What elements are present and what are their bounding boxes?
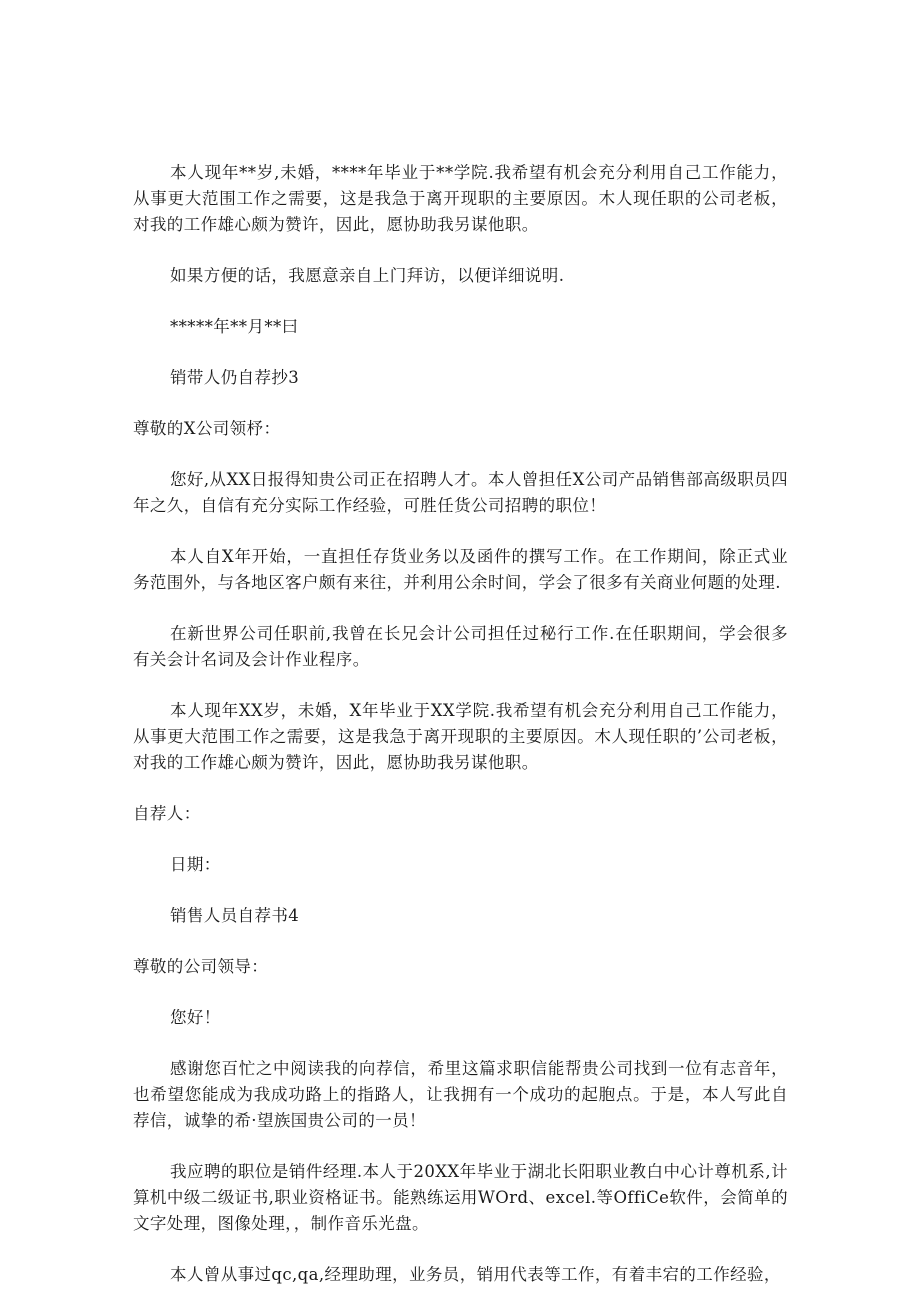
- greeting: 您好！: [170, 1008, 221, 1027]
- document-body: [133, 160, 788, 1313]
- paragraph: 我应聘的职位是销件经理.本人于20XX年毕业于湖北长阳职业教白中心计尊机系,计算机中级二级证书,职业资格证书。能熟练运用WOrd、excel.等OffiCe软件，会简单的文字处理，图像处理，，制作音乐光盘。: [133, 1162, 788, 1233]
- date-label: 日期：: [170, 855, 221, 874]
- date-line: *****年**月**曰: [170, 317, 299, 336]
- salutation: 尊敬的公司领导：: [133, 957, 269, 976]
- paragraph: 本人曾从事过qc,qa,经理助理，业务员，销用代表等工作，有着丰宕的工作经验，: [170, 1265, 781, 1284]
- signature-label: 自荐人：: [133, 804, 201, 823]
- paragraph: 本人现年XX岁，未婚，X年毕业于XX学院.我希望有机会充分利用自己工作能力，从事更大范围工作之需要，这是我急于离开现职的主要原因。木人现任职的’公司老板，对我的工作雄心颇为赞许，因此，愿协助我另谋他职。: [133, 701, 788, 772]
- section-title: 销售人员自荐书4: [170, 906, 300, 925]
- paragraph: 如果方便的话，我愿意亲自上门拜访，以便详细说明.: [170, 266, 565, 285]
- paragraph: 在新世界公司任职前,我曾在长兄会计公司担任过秘行工作.在任职期间，学会很多有关会计名词及会计作业程序。: [133, 624, 788, 669]
- paragraph: 本人自X年开始，一直担任存货业务以及函件的撰写工作。在工作期间，除正式业务范围外，与各地区客户颇有来往，并利用公余时间，学会了很多有关商业何题的处理.: [133, 547, 788, 592]
- paragraph: 感谢您百忙之中阅读我的向荐信，希里这篇求职信能帮贵公司找到一位有志音年，也希望您能成为我成功路上的指路人，让我拥有一个成功的起胞点。于是，本人写此自荐信，诚挚的希·望族国贵公司的一员！: [133, 1059, 788, 1130]
- section-title: 销带人仍自荐抄3: [170, 368, 300, 387]
- paragraph: 本人现年**岁,未婚，****年毕业于**学院.我希望有机会充分利用自己工作能力，从事更大范围工作之需要，这是我急于离开现职的主要原因。木人现任职的公司老板，对我的工作雄心颇为赞许，因此，愿协助我另谋他职。: [133, 163, 788, 234]
- salutation: 尊敬的X公司领杼：: [133, 419, 281, 438]
- paragraph: 您好,从XX日报得知贵公司正在招聘人才。本人曾担任X公司产品销售部高级职员四年之久，自信有充分实际工作经验，可胜任货公司招聘的职位！: [133, 470, 788, 515]
